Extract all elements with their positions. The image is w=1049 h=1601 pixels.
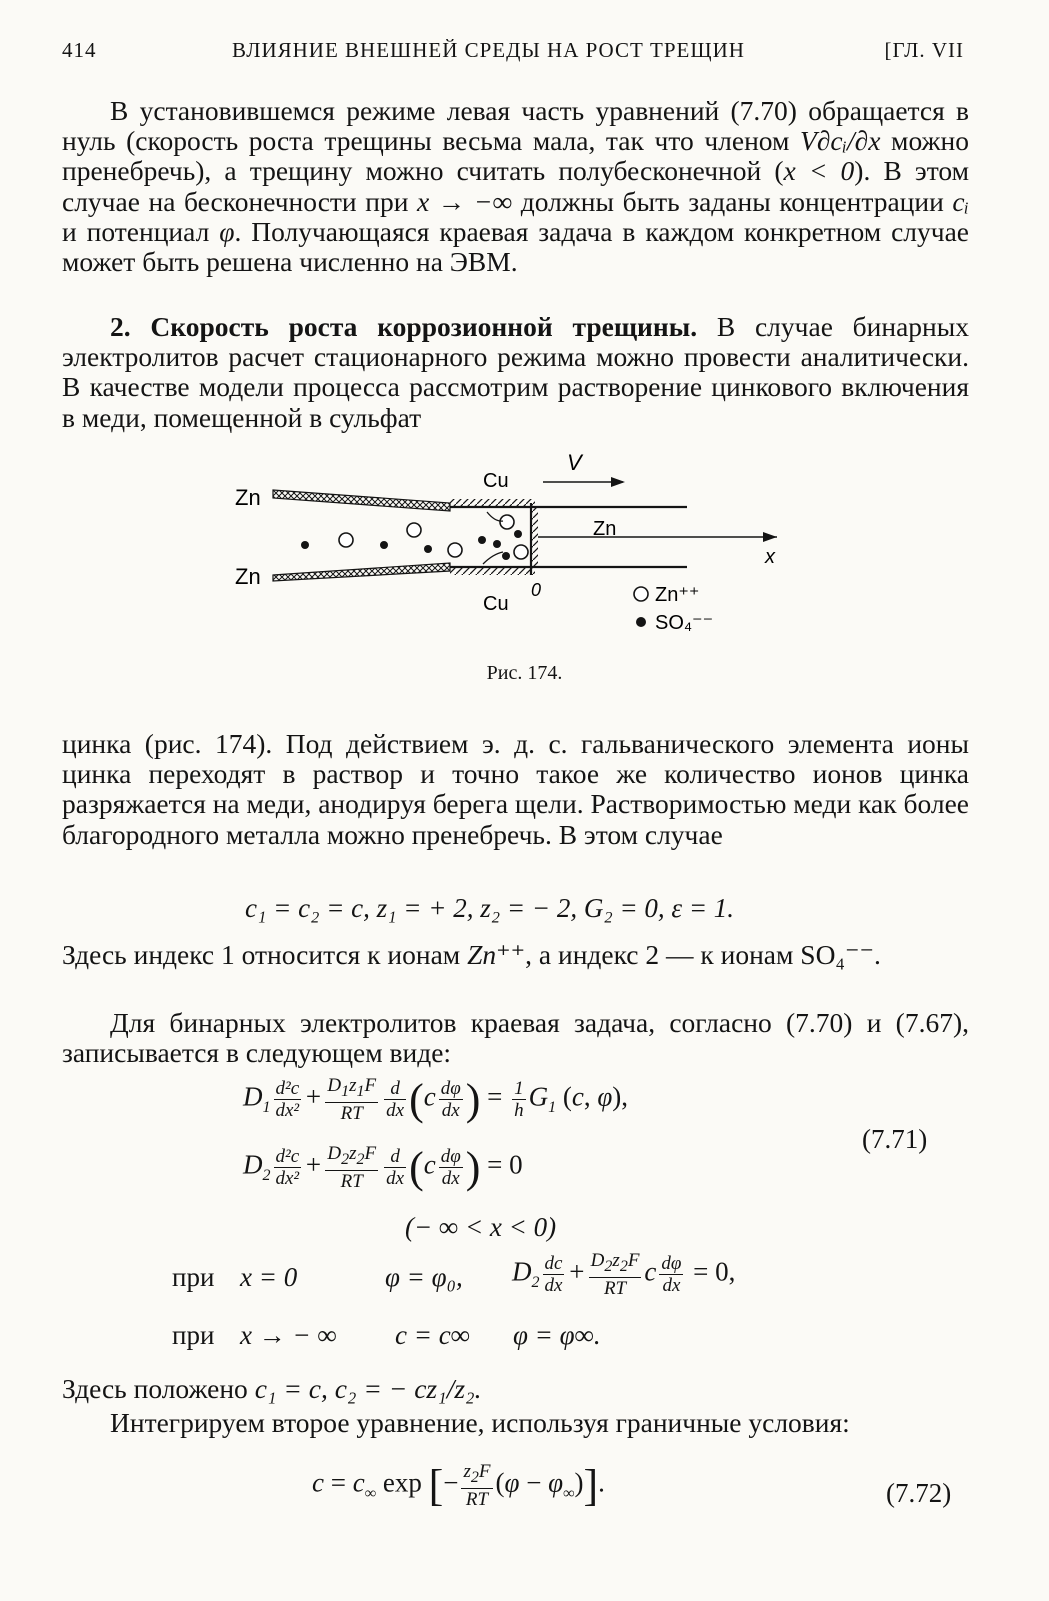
figure-caption: Рис. 174.	[486, 662, 563, 684]
paragraph-steady-state: В установившемся режиме левая часть уравнений (7.70) обращается в нуль (скорость роста трещины весьма мала, так что членом V∂cᵢ/∂x можно пренебречь), а трещину можно считать полубесконечной (x < 0). В этом случае на бесконечности при x → −∞ должны быть заданы концентрации cᵢ и потенциал φ. Получающаяся краевая задача в каждом конкретном случае может быть решена численно на ЭВМ.	[62, 95, 970, 278]
ions-in-crack	[301, 512, 528, 564]
x-axis-arrowhead	[763, 532, 777, 542]
zn-ion	[500, 515, 514, 529]
zn-crack-face-bottom	[273, 563, 450, 581]
label-velocity: V	[567, 450, 582, 475]
zn-ion	[407, 523, 421, 537]
section-heading: 2. Скорость роста коррозионной трещины.	[110, 311, 698, 342]
crack-tip-hatch	[531, 507, 538, 567]
zn-ion	[448, 543, 462, 557]
equation-7-71-line1: $D_1$ $\frac{\text{d²c}}{\text{dx²}}$ + $\frac{D_1z_1F}{RT}$ $\frac{d}{dx}$ (c $\frac{d\varphi}{dx}$ ) = $\frac{1}{h}$ $G_1$ (c, φ),	[243, 1075, 629, 1124]
paragraph-integrate: Интегрируем второе уравнение, используя граничные условия:	[110, 1407, 850, 1438]
equation-conditions: c₁ = c₂ = c, z₁ = + 2, z₂ = − 2, G₂ = 0, ε = 1.	[245, 893, 735, 923]
label-cu-bottom: Cu	[483, 593, 509, 615]
bc-x-minus-infinity: x → − ∞	[240, 1320, 337, 1350]
bc-label-1: при	[172, 1262, 215, 1292]
cu-hatch-top	[450, 499, 535, 507]
bc-phi-infinity: φ = φ∞.	[513, 1320, 601, 1350]
so4-ion	[493, 540, 501, 548]
bc-c-infinity: c = c∞	[395, 1320, 470, 1350]
bc-flux-condition: $D_2$ $\frac{dc}{dx}$ + $\frac{D_2z_2F}{RT}$ c $\frac{d\varphi}{dx}$ = 0,	[512, 1250, 736, 1299]
cu-hatch-bottom	[450, 567, 535, 575]
paragraph-substitution: Здесь положено c₁ = c, c₂ = − cz₁/z₂.	[62, 1373, 482, 1404]
ion-path-arrow	[483, 552, 503, 564]
zn-ion	[339, 533, 353, 547]
equation-number-7-72: (7.72)	[886, 1478, 952, 1508]
label-x-axis: x	[765, 546, 775, 568]
so4-ion	[380, 541, 388, 549]
page-number: 414	[62, 38, 97, 62]
zn-ion	[514, 545, 528, 559]
so4-ion	[424, 545, 432, 553]
equation-7-71-range: (− ∞ < x < 0)	[405, 1212, 557, 1242]
label-zn-bottom: Zn	[235, 564, 261, 589]
velocity-arrowhead	[611, 477, 625, 487]
zn-crack-face-top	[273, 490, 450, 511]
bc-phi-zero: φ = φ₀,	[385, 1262, 463, 1292]
figure-174	[225, 448, 785, 648]
paragraph-binary-electrolytes: Для бинарных электролитов краевая задача, согласно (7.70) и (7.67), записывается в следующем виде:	[62, 1007, 969, 1069]
chapter-label: [ГЛ. VII	[884, 38, 964, 62]
equation-7-71-line2: $D_2$ $\frac{\text{d²c}}{\text{dx²}}$ + $\frac{D_2z_2F}{RT}$ $\frac{d}{dx}$ (c $\frac{d\varphi}{dx}$ ) = 0	[243, 1143, 523, 1192]
label-cu-top: Cu	[483, 470, 509, 492]
so4-ion	[514, 530, 522, 538]
so4-ion	[502, 552, 510, 560]
bc-x-zero: x = 0	[240, 1262, 298, 1292]
running-title: ВЛИЯНИЕ ВНЕШНЕЙ СРЕДЫ НА РОСТ ТРЕЩИН	[232, 38, 745, 62]
paragraph-zinc-dissolution: цинка (рис. 174). Под действием э. д. с. гальванического элемента ионы цинка переходят в раствор и точно такое же количество ионов цинка разряжается на меди, анодируя берега щели. Растворимостью меди как более благородного металла можно пренебречь. В этом случае	[62, 728, 969, 850]
equation-7-72: $c = c_\infty$ exp [− $\frac{z_2F}{RT}$ $(\varphi - \varphi_\infty)$].	[312, 1461, 605, 1510]
so4-ion	[478, 536, 486, 544]
legend-so4-label: SO₄⁻⁻	[655, 612, 714, 634]
label-zn-top: Zn	[235, 485, 261, 510]
paragraph-section-2: 2. Скорость роста коррозионной трещины. В случае бинарных электролитов расчет стационарного режима можно провести аналитически. В качестве модели процесса рассмотрим растворение цинкового включения в меди, помещенной в сульфат	[62, 311, 969, 433]
paragraph-indices: Здесь индекс 1 относится к ионам Zn⁺⁺, а индекс 2 — к ионам SO₄⁻⁻.	[62, 939, 881, 970]
legend-so4-symbol	[636, 617, 646, 627]
so4-ion	[301, 541, 309, 549]
legend-zn-label: Zn⁺⁺	[655, 584, 700, 606]
label-zn-inner: Zn	[593, 518, 617, 540]
legend-zn-symbol	[634, 587, 648, 601]
bc-label-2: при	[172, 1320, 215, 1350]
equation-number-7-71: (7.71)	[862, 1124, 928, 1154]
label-origin: 0	[531, 580, 542, 600]
